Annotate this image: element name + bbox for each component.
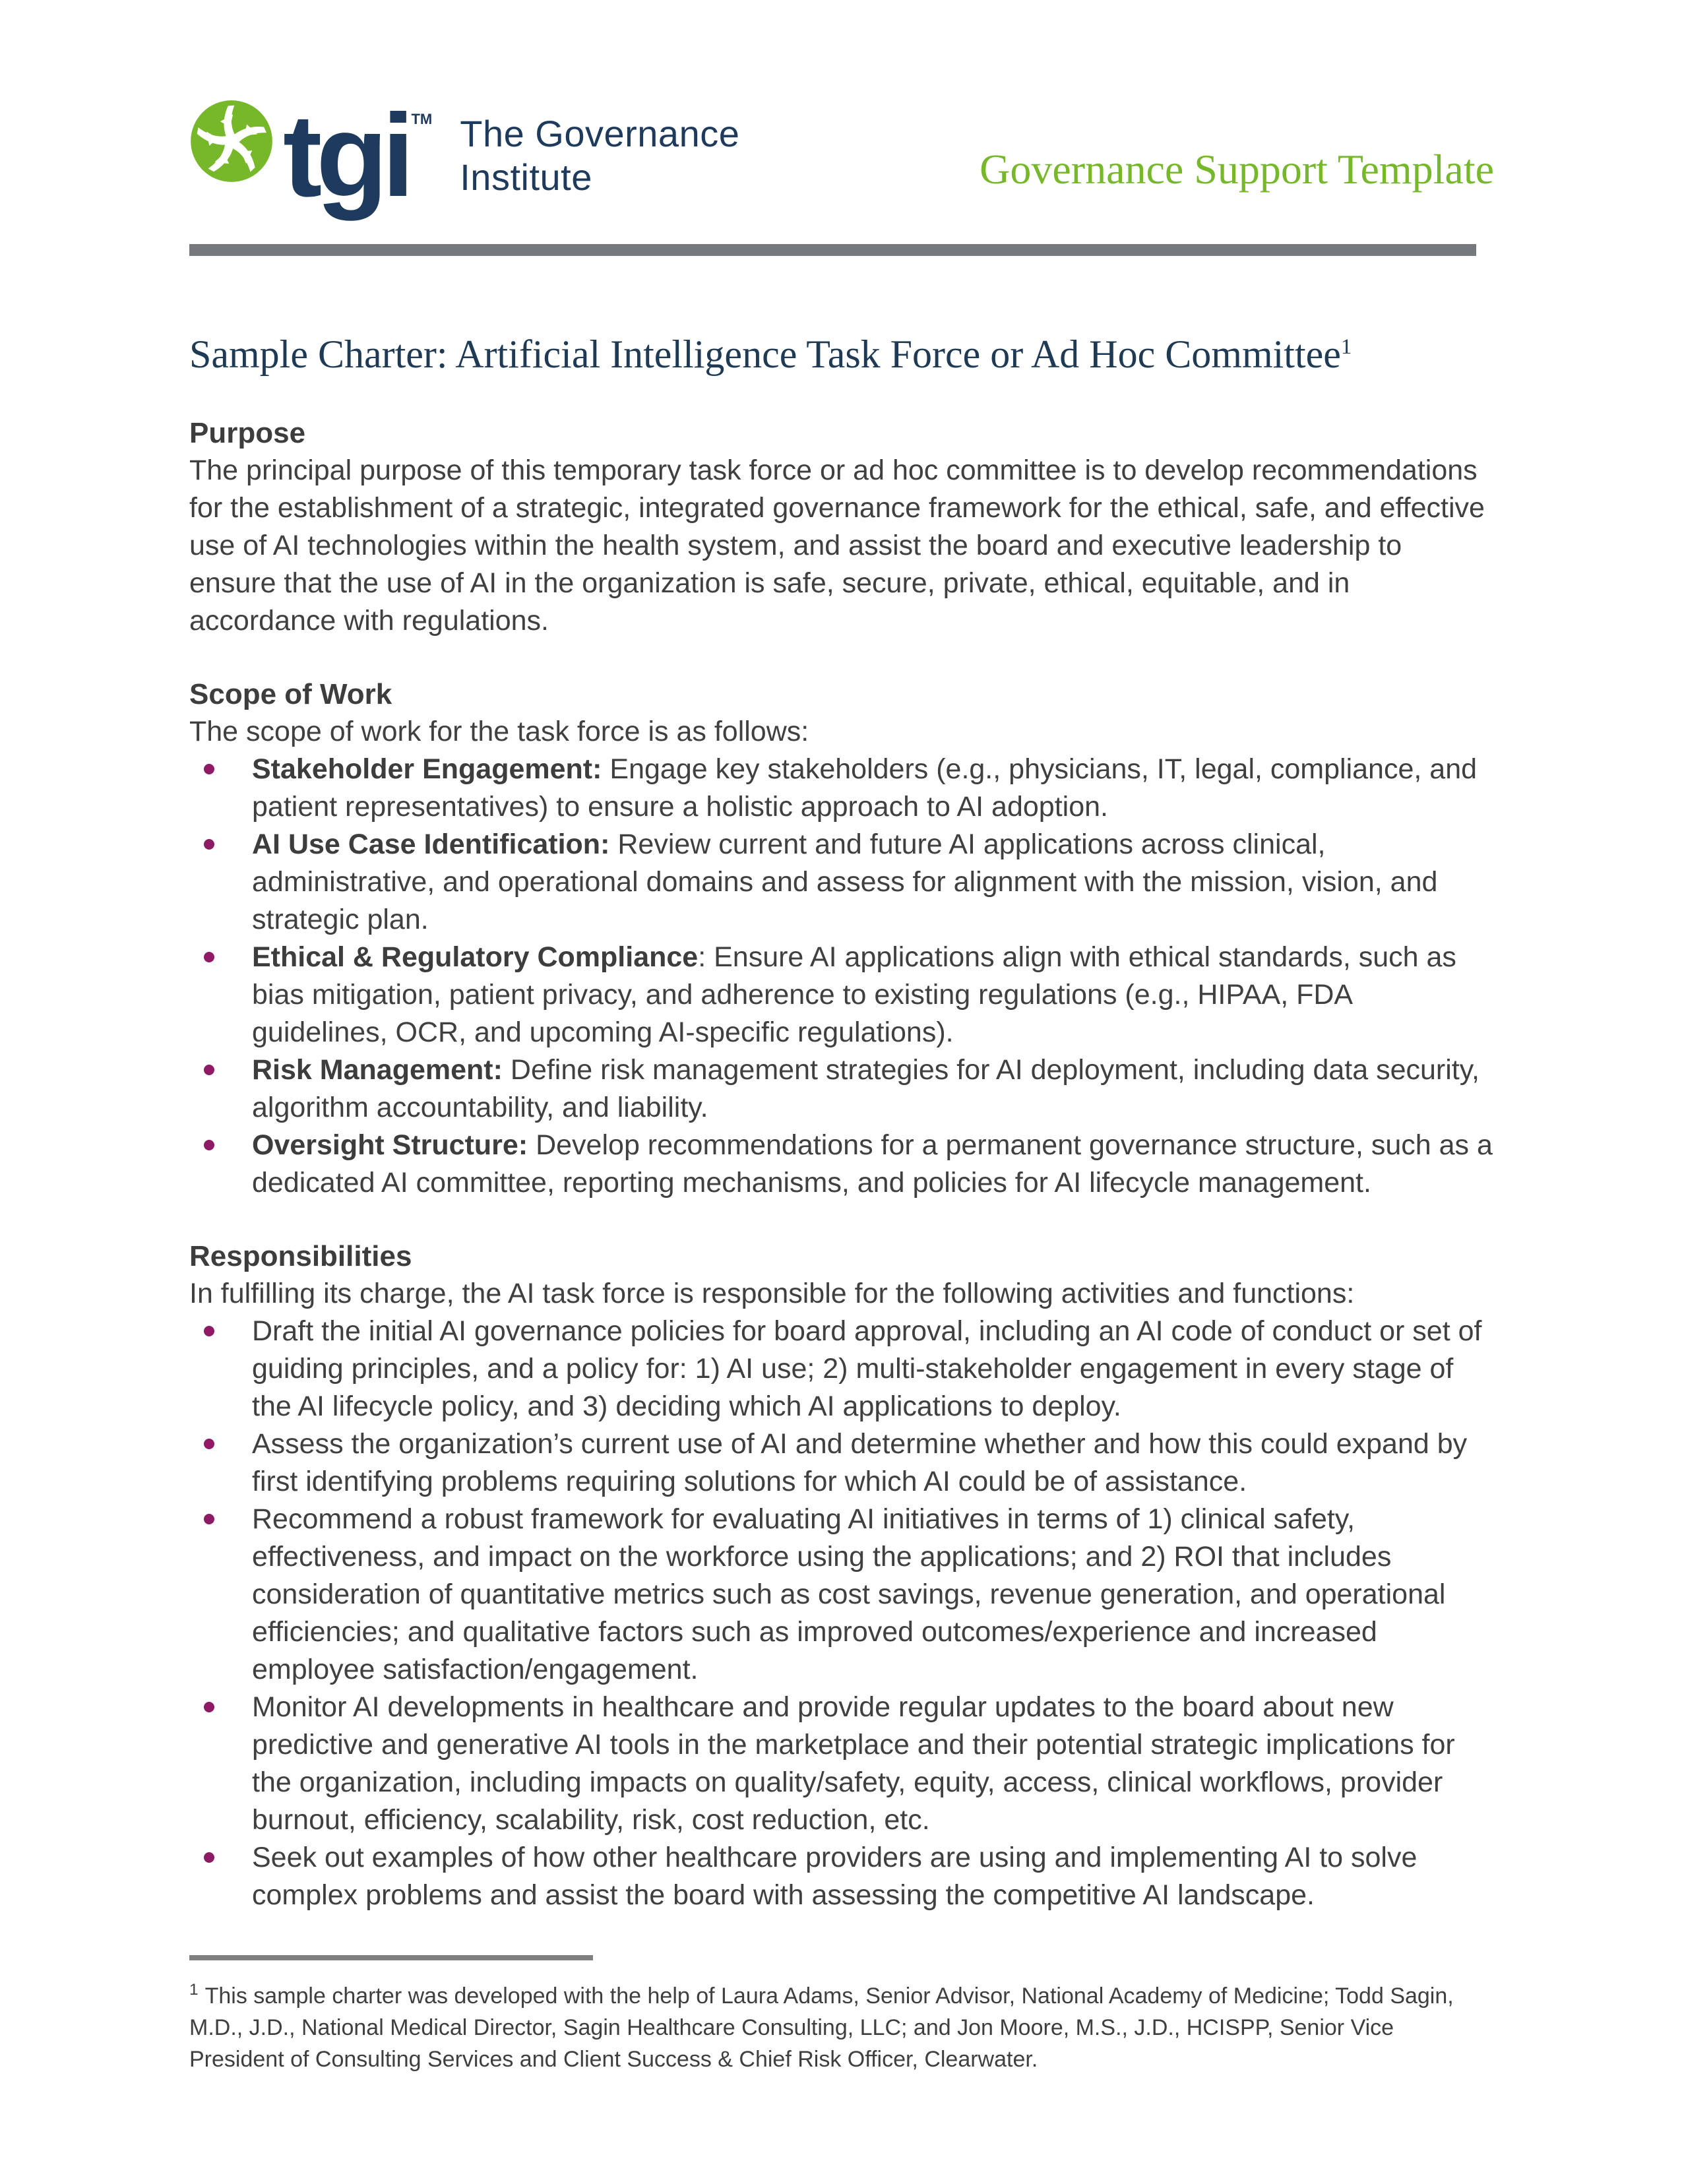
item-text: Draft the initial AI governance policies for board approval, including an AI code of conduct or set of guiding principles, and a policy for: 1) AI use; 2) multi-stakeholder engagement in every stage of the AI lifecycle policy, and 3) deciding which AI applications to deploy. xyxy=(252,1315,1482,1422)
list-item xyxy=(189,826,1494,939)
item-bold-label: Ethical & Regulatory Compliance xyxy=(252,941,699,973)
list-item xyxy=(189,1051,1494,1127)
logo-wordmark xyxy=(283,90,433,221)
item-text: Recommend a robust framework for evaluating AI initiatives in terms of 1) clinical safety, effectiveness, and impact on the workforce using the applications; and 2) ROI that includes consideration of quantitative metrics such as cost savings, revenue generation, and operational efficiencies; and qualitative factors such as improved outcomes/experience and increased employee satisfaction/engagement. xyxy=(252,1503,1446,1685)
document-title-text: Sample Charter: Artificial Intelligence Task Force or Ad Hoc Committee xyxy=(189,332,1341,376)
purpose-paragraph: The principal purpose of this temporary task force or ad hoc committee is to develop recommendations for the establishment of a strategic, integrated governance framework for the ethical, safe, and effective use of AI technologies within the health system, and assist the board and executive leadership to ensure that the use of AI in the organization is safe, secure, private, ethical, equitable, and in accordance with regulations. xyxy=(189,454,1485,637)
item-text: Seek out examples of how other healthcare providers are using and implementing AI to solve complex problems and assist the board with assessing the competitive AI landscape. xyxy=(252,1841,1417,1911)
tgi-logo-icon xyxy=(189,99,274,183)
list-item xyxy=(189,1501,1494,1689)
item-text: Monitor AI developments in healthcare and provide regular updates to the board about new predictive and generative AI tools in the marketplace and their potential strategic implications for the organization, including impacts on quality/safety, equity, access, clinical workflows, provider burnout, efficiency, scalability, risk, cost reduction, etc. xyxy=(252,1691,1455,1836)
logo-acronym: tgi xyxy=(283,90,409,221)
title-footnote-ref: 1 xyxy=(1340,334,1352,359)
logo-name xyxy=(460,112,739,199)
bullet-icon xyxy=(204,1852,214,1863)
list-item xyxy=(189,1689,1494,1839)
item-bold-label: Stakeholder Engagement: xyxy=(252,753,602,785)
footnote-text: This sample charter was developed with the help of Laura Adams, Senior Advisor, National Academy of Medicine; Todd Sagin, M.D., J.D., National Medical Director, Sagin Healthcare Consulting, LLC; and Jon Moore, M.S., J.D., HCISPP, Senior Vice President of Consulting Services and Client Success & Chief Risk Officer, Clearwater. xyxy=(189,1983,1454,2072)
document-content xyxy=(0,330,1682,2075)
item-bold-label: AI Use Case Identification: xyxy=(252,828,610,860)
logo-name-line2: Institute xyxy=(460,156,592,198)
item-text: : Ensure AI applications align with ethical standards, such as bias mitigation, patient privacy, and adherence to existing regulations (e.g., HIPAA, FDA guidelines, OCR, and upcoming AI-specific regulations). xyxy=(252,941,1456,1048)
bullet-icon xyxy=(204,1439,214,1449)
bullet-icon xyxy=(204,764,214,774)
footnote-rule xyxy=(189,1955,593,1960)
bullet-icon xyxy=(204,1326,214,1336)
item-bold-label: Risk Management: xyxy=(252,1053,503,1086)
template-title: Governance Support Template xyxy=(980,146,1494,193)
item-bold-label: Oversight Structure: xyxy=(252,1129,528,1161)
bullet-icon xyxy=(204,952,214,962)
list-item xyxy=(189,1313,1494,1425)
footnote-ref: 1 xyxy=(189,1981,199,1999)
list-item xyxy=(189,1425,1494,1501)
logo-name-line1: The Governance xyxy=(460,113,740,154)
logo-trademark: TM xyxy=(411,111,433,127)
bullet-icon xyxy=(204,1514,214,1524)
list-item xyxy=(189,1839,1494,1914)
bullet-icon xyxy=(204,1702,214,1712)
footnote-block xyxy=(189,1955,1494,2075)
scope-bullet-list xyxy=(189,751,1494,1202)
item-text: Review current and future AI applications across clinical, administrative, and operational domains and assess for alignment with the mission, vision, and strategic plan. xyxy=(252,828,1438,935)
scope-intro: The scope of work for the task force is as follows: xyxy=(189,715,809,747)
section-responsibilities-heading: Responsibilities xyxy=(189,1239,412,1272)
item-text: Engage key stakeholders (e.g., physicians, IT, legal, compliance, and patient representatives) to ensure a holistic approach to AI adoption. xyxy=(252,753,1478,823)
item-text: Develop recommendations for a permanent governance structure, such as a dedicated AI committee, reporting mechanisms, and policies for AI lifecycle management. xyxy=(252,1129,1493,1199)
header xyxy=(0,0,1682,221)
section-scope-heading: Scope of Work xyxy=(189,677,392,710)
footnote xyxy=(189,1980,1494,2075)
item-text: Assess the organization’s current use of AI and determine whether and how this could expand by first identifying problems requiring solutions for which AI could be of assistance. xyxy=(252,1427,1468,1497)
bullet-icon xyxy=(204,1140,214,1150)
list-item xyxy=(189,751,1494,826)
bullet-icon xyxy=(204,839,214,850)
tgi-logo xyxy=(189,90,740,221)
item-text: Define risk management strategies for AI deployment, including data security, algorithm accountability, and liability. xyxy=(252,1053,1480,1123)
list-item xyxy=(189,939,1494,1051)
list-item xyxy=(189,1127,1494,1202)
bullet-icon xyxy=(204,1065,214,1075)
responsibilities-intro: In fulfilling its charge, the AI task force is responsible for the following activities and functions: xyxy=(189,1277,1355,1309)
header-rule xyxy=(189,244,1476,256)
responsibilities-bullet-list xyxy=(189,1313,1494,1914)
section-purpose-heading: Purpose xyxy=(189,416,306,449)
document-title xyxy=(189,330,1494,379)
